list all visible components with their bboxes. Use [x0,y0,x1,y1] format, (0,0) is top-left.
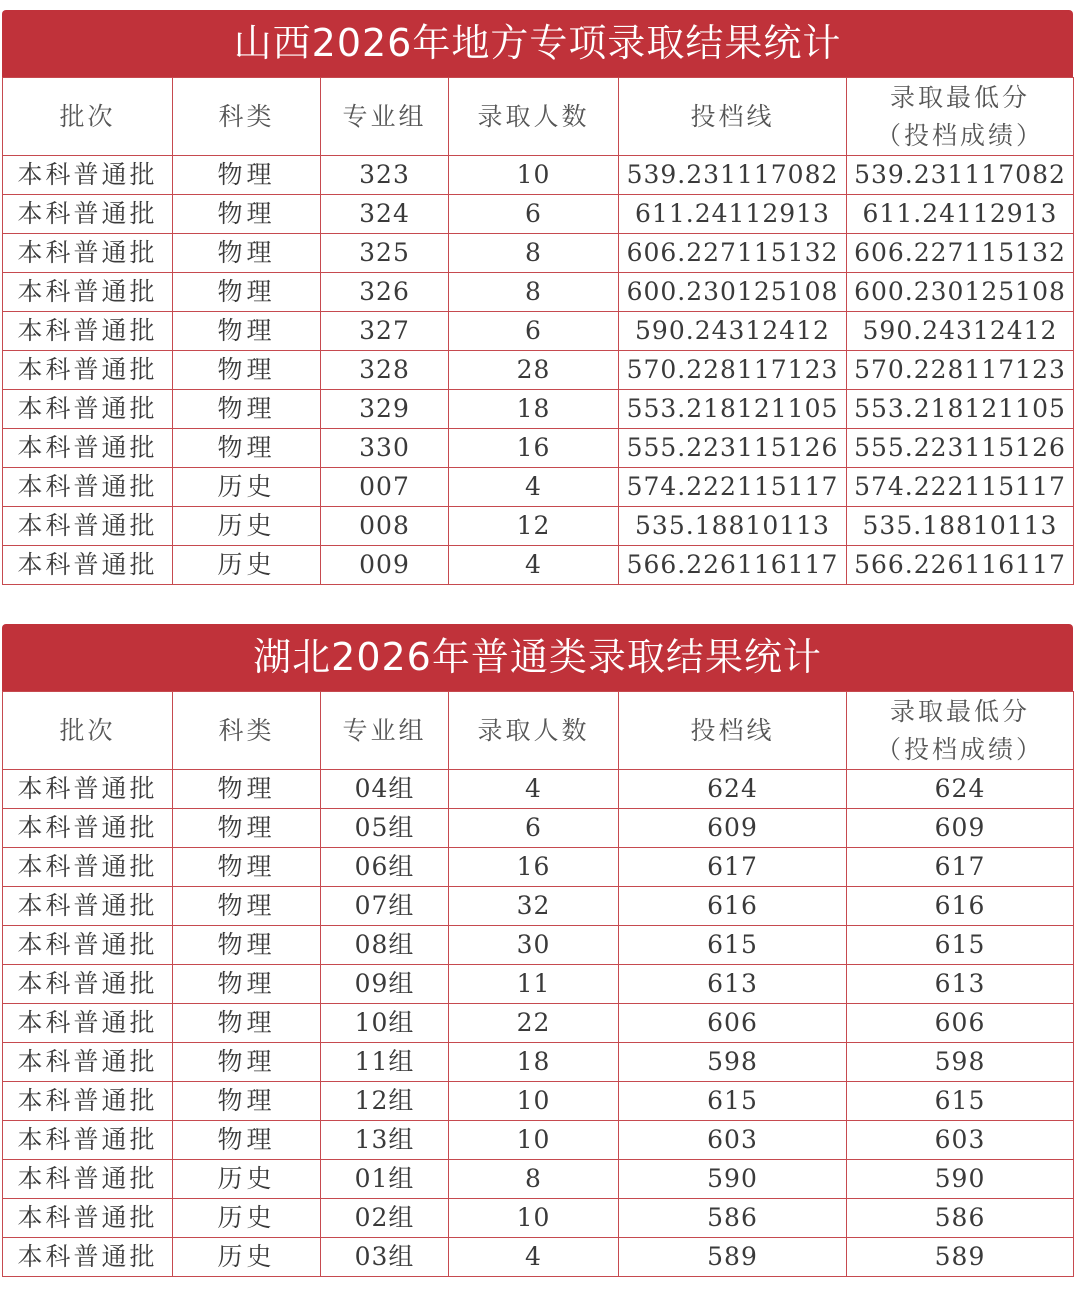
cell-filing-line: 615 [619,1082,847,1121]
cell-batch: 本科普通批 [3,770,173,809]
table-row [3,507,1074,546]
cell-min-score: 574.222115117 [847,468,1074,507]
cell-filing-line: 615 [619,926,847,965]
cell-min-score: 616 [847,887,1074,926]
cell-subject: 物理 [173,234,321,273]
cell-admitted-count: 30 [449,926,619,965]
cell-subject: 物理 [173,156,321,195]
cell-subject: 历史 [173,468,321,507]
cell-major-group: 07组 [321,887,449,926]
table-row [3,1199,1074,1238]
table-row [3,273,1074,312]
cell-subject: 历史 [173,1199,321,1238]
cell-batch: 本科普通批 [3,507,173,546]
table-row [3,1004,1074,1043]
table-row [3,390,1074,429]
cell-filing-line: 616 [619,887,847,926]
cell-min-score: 611.24112913 [847,195,1074,234]
table-row [3,1082,1074,1121]
cell-admitted-count: 10 [449,156,619,195]
cell-min-score: 570.228117123 [847,351,1074,390]
header-subject: 科类 [173,78,321,156]
cell-filing-line: 535.18810113 [619,507,847,546]
cell-subject: 物理 [173,848,321,887]
header-major-group: 专业组 [321,692,449,770]
cell-major-group: 01组 [321,1160,449,1199]
cell-filing-line: 539.231117082 [619,156,847,195]
table-row [3,887,1074,926]
cell-major-group: 02组 [321,1199,449,1238]
cell-filing-line: 611.24112913 [619,195,847,234]
table-row [3,926,1074,965]
table-row [3,312,1074,351]
cell-batch: 本科普通批 [3,1004,173,1043]
table-row [3,156,1074,195]
cell-filing-line: 590.24312412 [619,312,847,351]
cell-batch: 本科普通批 [3,1043,173,1082]
cell-admitted-count: 16 [449,848,619,887]
header-filing-line: 投档线 [619,78,847,156]
cell-admitted-count: 10 [449,1199,619,1238]
cell-subject: 历史 [173,1238,321,1277]
header-min-score-line1: 录取最低分 [889,82,1030,112]
table-row [3,195,1074,234]
cell-batch: 本科普通批 [3,926,173,965]
cell-admitted-count: 28 [449,351,619,390]
cell-min-score: 617 [847,848,1074,887]
cell-subject: 物理 [173,429,321,468]
cell-subject: 物理 [173,965,321,1004]
table-row [3,1238,1074,1277]
cell-admitted-count: 4 [449,1238,619,1277]
cell-major-group: 330 [321,429,449,468]
cell-major-group: 325 [321,234,449,273]
cell-admitted-count: 16 [449,429,619,468]
shanxi-results-panel [2,10,1073,585]
table-row [3,770,1074,809]
cell-batch: 本科普通批 [3,1160,173,1199]
cell-admitted-count: 6 [449,195,619,234]
cell-min-score: 590.24312412 [847,312,1074,351]
cell-min-score: 606.227115132 [847,234,1074,273]
cell-subject: 历史 [173,1160,321,1199]
cell-major-group: 12组 [321,1082,449,1121]
cell-batch: 本科普通批 [3,468,173,507]
shanxi-table-title: 山西2026年地方专项录取结果统计 [2,10,1073,77]
hubei-results-table [2,691,1074,1277]
cell-filing-line: 606.227115132 [619,234,847,273]
cell-major-group: 10组 [321,1004,449,1043]
header-min-score-line2: （投档成绩） [875,120,1044,150]
cell-filing-line: 555.223115126 [619,429,847,468]
cell-min-score: 613 [847,965,1074,1004]
cell-major-group: 008 [321,507,449,546]
header-filing-line: 投档线 [619,692,847,770]
cell-subject: 物理 [173,312,321,351]
cell-min-score: 589 [847,1238,1074,1277]
table-row [3,965,1074,1004]
cell-min-score: 598 [847,1043,1074,1082]
cell-subject: 物理 [173,195,321,234]
cell-subject: 物理 [173,887,321,926]
cell-filing-line: 609 [619,809,847,848]
cell-subject: 物理 [173,1082,321,1121]
cell-subject: 物理 [173,1121,321,1160]
header-batch: 批次 [3,692,173,770]
cell-major-group: 007 [321,468,449,507]
cell-min-score: 606 [847,1004,1074,1043]
table-row [3,1043,1074,1082]
cell-admitted-count: 10 [449,1082,619,1121]
cell-major-group: 327 [321,312,449,351]
cell-batch: 本科普通批 [3,234,173,273]
cell-admitted-count: 4 [449,468,619,507]
cell-batch: 本科普通批 [3,887,173,926]
cell-batch: 本科普通批 [3,1121,173,1160]
cell-filing-line: 574.222115117 [619,468,847,507]
table-header-row [3,692,1074,770]
cell-major-group: 06组 [321,848,449,887]
cell-admitted-count: 18 [449,390,619,429]
cell-filing-line: 589 [619,1238,847,1277]
header-subject: 科类 [173,692,321,770]
cell-subject: 物理 [173,390,321,429]
cell-min-score: 555.223115126 [847,429,1074,468]
cell-major-group: 323 [321,156,449,195]
header-min-score [847,692,1074,770]
cell-subject: 物理 [173,770,321,809]
cell-major-group: 08组 [321,926,449,965]
table-row [3,848,1074,887]
cell-major-group: 324 [321,195,449,234]
cell-min-score: 615 [847,1082,1074,1121]
cell-batch: 本科普通批 [3,390,173,429]
cell-batch: 本科普通批 [3,848,173,887]
cell-batch: 本科普通批 [3,1238,173,1277]
cell-batch: 本科普通批 [3,351,173,390]
cell-admitted-count: 22 [449,1004,619,1043]
cell-filing-line: 586 [619,1199,847,1238]
cell-filing-line: 606 [619,1004,847,1043]
cell-admitted-count: 12 [449,507,619,546]
header-min-score [847,78,1074,156]
cell-filing-line: 553.218121105 [619,390,847,429]
cell-filing-line: 624 [619,770,847,809]
cell-admitted-count: 4 [449,546,619,585]
cell-filing-line: 603 [619,1121,847,1160]
cell-major-group: 13组 [321,1121,449,1160]
cell-filing-line: 570.228117123 [619,351,847,390]
cell-min-score: 609 [847,809,1074,848]
cell-batch: 本科普通批 [3,195,173,234]
cell-admitted-count: 10 [449,1121,619,1160]
table-row [3,809,1074,848]
cell-filing-line: 598 [619,1043,847,1082]
cell-filing-line: 600.230125108 [619,273,847,312]
cell-subject: 物理 [173,926,321,965]
cell-batch: 本科普通批 [3,809,173,848]
cell-major-group: 04组 [321,770,449,809]
header-admitted-count: 录取人数 [449,78,619,156]
cell-batch: 本科普通批 [3,1199,173,1238]
cell-min-score: 539.231117082 [847,156,1074,195]
header-major-group: 专业组 [321,78,449,156]
hubei-table-title: 湖北2026年普通类录取结果统计 [2,624,1073,691]
cell-subject: 物理 [173,809,321,848]
cell-subject: 物理 [173,273,321,312]
header-min-score-line2: （投档成绩） [875,734,1044,764]
table-row [3,546,1074,585]
cell-subject: 物理 [173,1004,321,1043]
cell-min-score: 553.218121105 [847,390,1074,429]
cell-subject: 历史 [173,507,321,546]
table-row [3,1121,1074,1160]
hubei-results-panel [2,624,1073,1277]
cell-batch: 本科普通批 [3,429,173,468]
cell-min-score: 590 [847,1160,1074,1199]
cell-major-group: 05组 [321,809,449,848]
cell-admitted-count: 4 [449,770,619,809]
table-row [3,351,1074,390]
cell-min-score: 600.230125108 [847,273,1074,312]
cell-batch: 本科普通批 [3,312,173,351]
cell-filing-line: 617 [619,848,847,887]
cell-batch: 本科普通批 [3,156,173,195]
cell-major-group: 328 [321,351,449,390]
cell-admitted-count: 32 [449,887,619,926]
header-min-score-line1: 录取最低分 [889,696,1030,726]
header-batch: 批次 [3,78,173,156]
cell-filing-line: 613 [619,965,847,1004]
cell-major-group: 326 [321,273,449,312]
cell-filing-line: 590 [619,1160,847,1199]
cell-admitted-count: 6 [449,312,619,351]
shanxi-results-table [2,77,1074,585]
table-row [3,468,1074,507]
cell-subject: 物理 [173,351,321,390]
cell-min-score: 615 [847,926,1074,965]
cell-min-score: 586 [847,1199,1074,1238]
cell-admitted-count: 8 [449,273,619,312]
cell-batch: 本科普通批 [3,273,173,312]
hubei-table-body [3,770,1074,1277]
cell-min-score: 624 [847,770,1074,809]
table-row [3,234,1074,273]
table-row [3,429,1074,468]
cell-admitted-count: 11 [449,965,619,1004]
table-header-row [3,78,1074,156]
cell-filing-line: 566.226116117 [619,546,847,585]
cell-subject: 历史 [173,546,321,585]
table-row [3,1160,1074,1199]
cell-min-score: 603 [847,1121,1074,1160]
cell-admitted-count: 6 [449,809,619,848]
cell-major-group: 009 [321,546,449,585]
cell-batch: 本科普通批 [3,1082,173,1121]
cell-min-score: 566.226116117 [847,546,1074,585]
shanxi-table-body [3,156,1074,585]
cell-major-group: 11组 [321,1043,449,1082]
cell-batch: 本科普通批 [3,546,173,585]
cell-admitted-count: 18 [449,1043,619,1082]
cell-major-group: 329 [321,390,449,429]
cell-major-group: 09组 [321,965,449,1004]
header-admitted-count: 录取人数 [449,692,619,770]
cell-min-score: 535.18810113 [847,507,1074,546]
cell-admitted-count: 8 [449,1160,619,1199]
cell-batch: 本科普通批 [3,965,173,1004]
cell-admitted-count: 8 [449,234,619,273]
cell-subject: 物理 [173,1043,321,1082]
cell-major-group: 03组 [321,1238,449,1277]
